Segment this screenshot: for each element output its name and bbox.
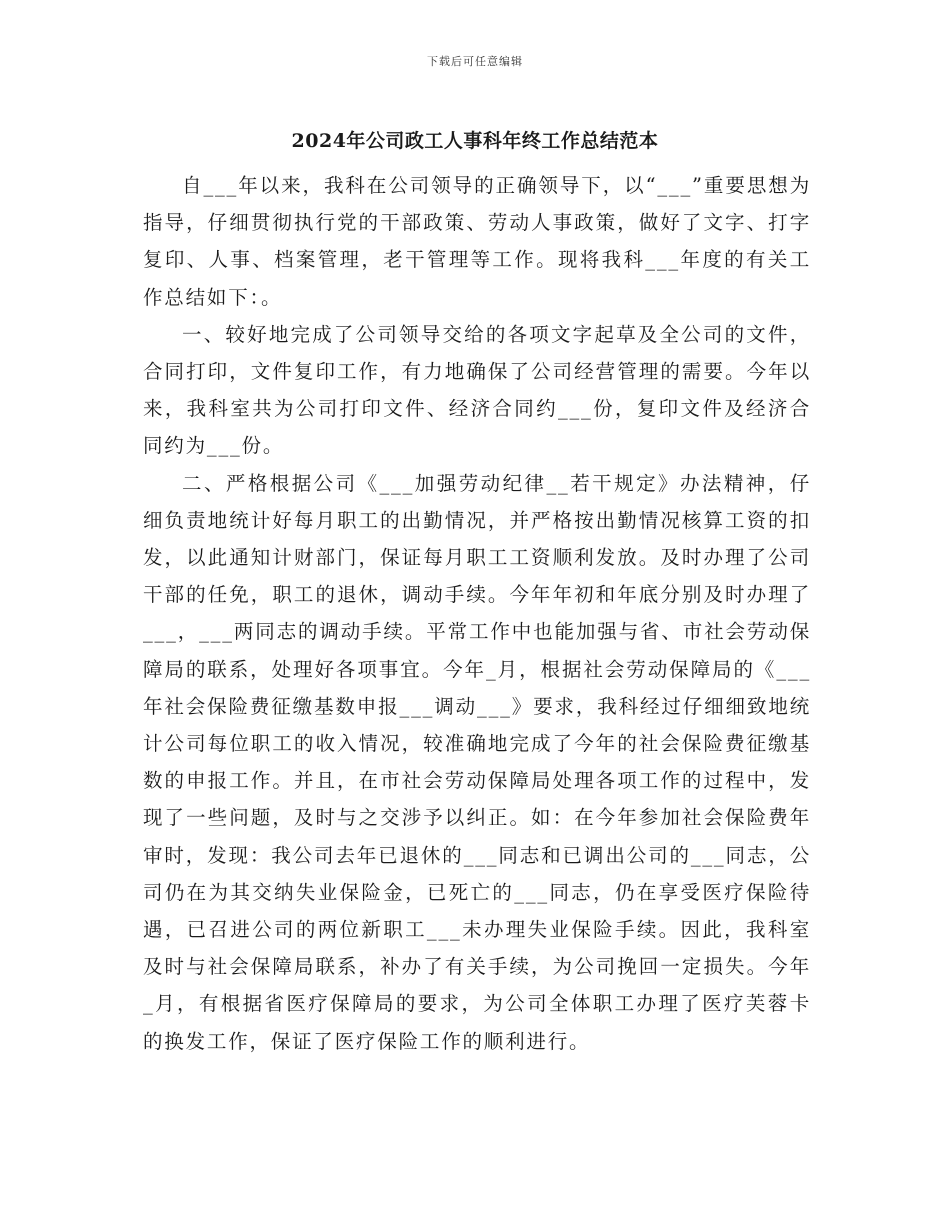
paragraph-section-1: 一、较好地完成了公司领导交给的各项文字起草及全公司的文件，合同打印，文件复印工作，有力地确保了公司经营管理的需要。今年以来，我科室共为公司打印文件、经济合同约___份，复印文件及经济合同约为___份。 [143,322,811,458]
document-title: 2024年公司政工人事科年终工作总结范本 [291,130,659,152]
document-body [143,167,811,1060]
page-header-note: 下载后可任意编辑 [427,55,523,68]
paragraph-section-2: 二、严格根据公司《___加强劳动纪律__若干规定》办法精神，仔细负责地统计好每月职工的出勤情况，并严格按出勤情况核算工资的扣发，以此通知计财部门，保证每月职工工资顺利发放。及时办理了公司干部的任免，职工的退休，调动手续。今年年初和年底分别及时办理了___，___两同志的调动手续。平常工作中也能加强与省、市社会劳动保障局的联系，处理好各项事宜。今年_月，根据社会劳动保障局的《___年社会保险费征缴基数申报___调动___》要求，我科经过仔细细致地统计公司每位职工的收入情况，较准确地完成了今年的社会保险费征缴基数的申报工作。并且，在市社会劳动保障局处理各项工作的过程中，发现了一些问题，及时与之交涉予以纠正。如：在今年参加社会保险费年审时，发现：我公司去年已退休的___同志和已调出公司的___同志，公司仍在为其交纳失业保险金，已死亡的___同志，仍在享受医疗保险待遇，已召进公司的两位新职工___未办理失业保险手续。因此，我科室及时与社会保障局联系，补办了有关手续，为公司挽回一定损失。今年_月，有根据省医疗保障局的要求，为公司全体职工办理了医疗芙蓉卡的换发工作，保证了医疗保险工作的顺利进行。 [143,471,811,1053]
paragraph-intro: 自___年以来，我科在公司领导的正确领导下，以“___”重要思想为指导，仔细贯彻执行党的干部政策、劳动人事政策，做好了文字、打字复印、人事、档案管理，老干管理等工作。现将我科___年度的有关工作总结如下：。 [143,174,811,309]
